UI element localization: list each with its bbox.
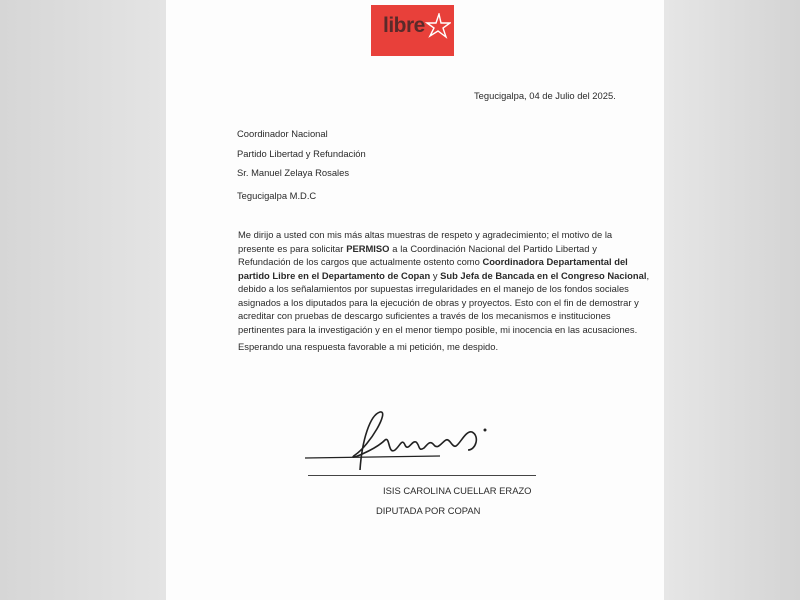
body-line: [238, 269, 650, 283]
signature: [300, 400, 500, 480]
bold-text: Sub Jefa de Bancada en el Congreso Nacional: [440, 269, 647, 281]
letter-body: [238, 228, 650, 336]
body-text: Me dirijo a usted con mis más altas muestras de respeto y agradecimiento; el motivo de la: [238, 229, 613, 240]
closing-line: Esperando una respuesta favorable a mi petición, me despido.: [238, 341, 499, 352]
body-text: ,: [646, 269, 650, 281]
star-icon: [425, 13, 451, 39]
body-text: asignados a los diputados para la ejecución de obras y proyectos. Esto con el fin de demostrar y: [238, 296, 639, 308]
date-line: Tegucigalpa, 04 de Julio del 2025.: [474, 90, 616, 101]
body-text: a la Coordinación Nacional del Partido Libertad y: [389, 242, 597, 254]
body-line: [238, 282, 629, 296]
bold-text: Coordinadora Departamental del: [482, 256, 628, 267]
body-text: debido a los señalamientos por supuestas irregularidades en el manejo de los fondos sociales: [238, 283, 629, 294]
body-line: [238, 296, 639, 310]
recipient-line: Coordinador Nacional: [237, 128, 328, 139]
signature-line: [308, 475, 536, 476]
recipient-line: Partido Libertad y Refundación: [237, 148, 366, 159]
signatory-name: ISIS CAROLINA CUELLAR ERAZO: [383, 485, 532, 496]
logo-text: libre: [383, 14, 425, 37]
blurred-background-right: [664, 0, 800, 600]
body-line: [238, 228, 613, 242]
libre-logo: [371, 5, 454, 56]
body-line: [238, 242, 597, 256]
body-text: y: [430, 269, 441, 281]
body-text: Refundación de los cargos que actualmente ostento como: [238, 256, 483, 267]
bold-text: PERMISO: [346, 242, 390, 254]
body-line: [238, 323, 638, 337]
signatory-title: DIPUTADA POR COPAN: [376, 505, 481, 516]
bold-text: partido Libre en el Departamento de Copan: [238, 269, 431, 281]
recipient-line: Tegucigalpa M.D.C: [237, 190, 317, 201]
body-line: [238, 309, 611, 323]
body-text: pertinentes para la investigación y en el menor tiempo posible, mi inocencia en las acusaciones.: [238, 323, 638, 335]
body-text: acreditar con pruebas de descargo suficientes a través de los mecanismos e instituciones: [238, 310, 611, 321]
body-line: [238, 255, 628, 269]
blurred-background-left: [0, 0, 166, 600]
body-text: presente es para solicitar: [238, 242, 347, 254]
recipient-line: Sr. Manuel Zelaya Rosales: [237, 167, 350, 178]
